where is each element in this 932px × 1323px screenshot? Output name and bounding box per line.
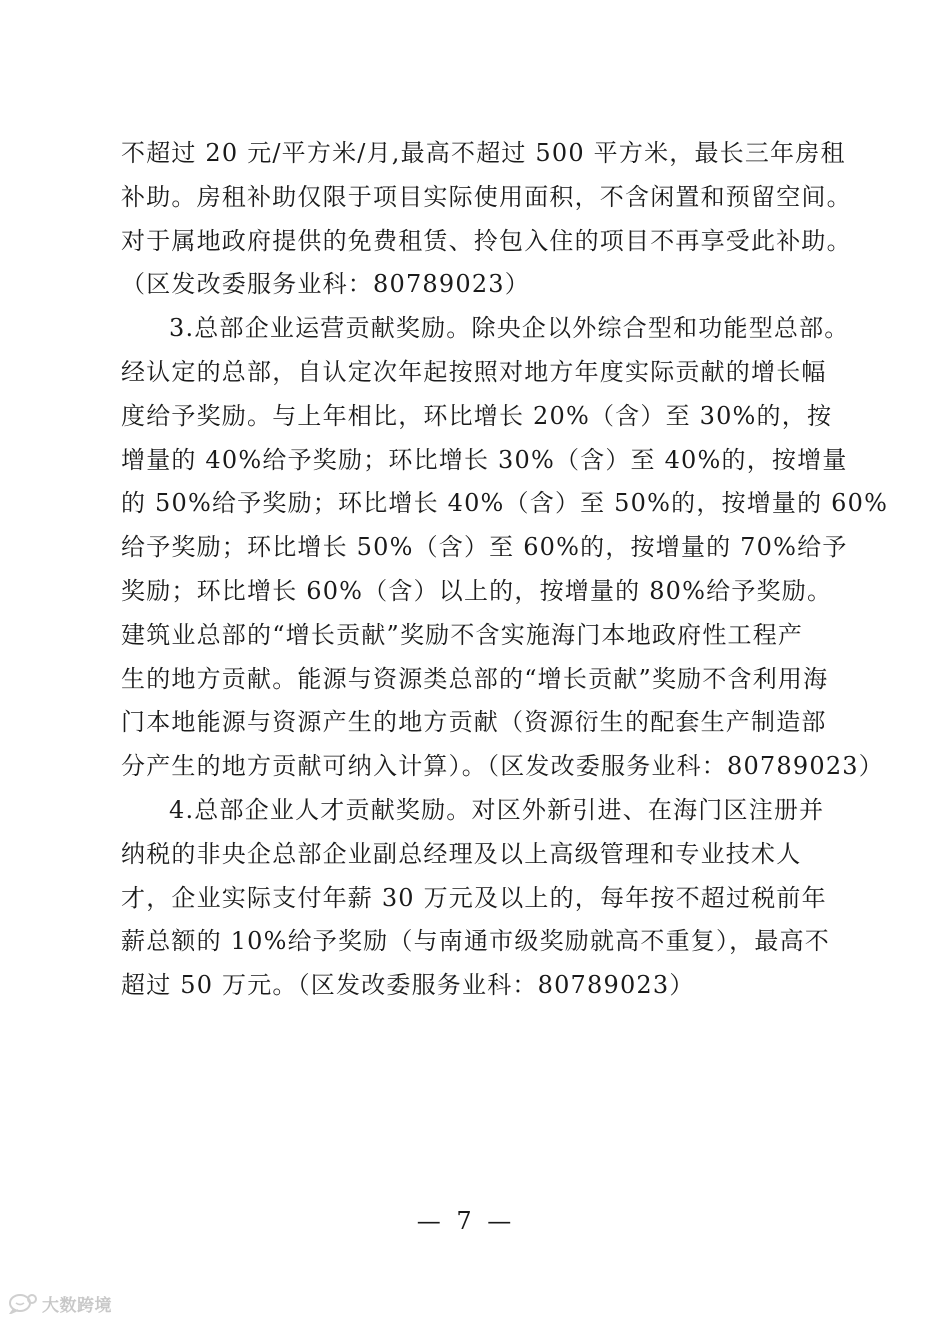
document-body: [121, 132, 889, 1008]
text-line: 不超过 20 元/平方米/月,最高不超过 500 平方米，最长三年房租: [121, 139, 846, 167]
text-line: 超过 50 万元。（区发改委服务业科：80789023）: [121, 971, 695, 1000]
page-number: — 7 —: [416, 1207, 516, 1235]
text-line: 补助。房租补助仅限于项目实际使用面积，不含闲置和预留空间。: [121, 182, 852, 211]
watermark-text: 大数跨境: [42, 1295, 112, 1316]
text-line: 薪总额的 10%给予奖励（与南通市级奖励就高不重复），最高不: [121, 927, 830, 956]
text-line: 给予奖励；环比增长 50%（含）至 60%的，按增量的 70%给予: [121, 533, 848, 562]
paragraph-heading-line: 3.总部企业运营贡献奖励。除央企以外综合型和功能型总部。: [169, 314, 850, 343]
text-line: 对于属地政府提供的免费租赁、拎包入住的项目不再享受此补助。: [121, 226, 852, 255]
watermark: [8, 1290, 112, 1316]
text-line: 才，企业实际支付年薪 30 万元及以上的，每年按不超过税前年: [121, 883, 827, 912]
text-line: 生的地方贡献。能源与资源类总部的“增长贡献”奖励不含利用海: [121, 664, 829, 693]
text-line: 建筑业总部的“增长贡献”奖励不含实施海门本地政府性工程产: [121, 620, 804, 649]
text-line: 门本地能源与资源产生的地方贡献（资源衍生的配套生产制造部: [121, 708, 827, 737]
text-line: 的 50%给予奖励；环比增长 40%（含）至 50%的，按增量的 60%: [121, 489, 889, 518]
text-line: 纳税的非央企总部企业副总经理及以上高级管理和专业技术人: [121, 839, 802, 868]
text-line: 增量的 40%给予奖励；环比增长 30%（含）至 40%的，按增量: [121, 445, 848, 474]
logo-bubble-icon: [8, 1292, 38, 1314]
text-line: （区发改委服务业科：80789023）: [121, 270, 530, 299]
text-line: 度给予奖励。与上年相比，环比增长 20%（含）至 30%的，按: [121, 401, 833, 430]
paragraph-heading-line: 4.总部企业人才贡献奖励。对区外新引进、在海门区注册并: [169, 795, 825, 824]
text-line: 经认定的总部，自认定次年起按照对地方年度实际贡献的增长幅: [121, 357, 827, 386]
text-line: 分产生的地方贡献可纳入计算）。（区发改委服务业科：80789023）: [121, 752, 884, 781]
text-line: 奖励；环比增长 60%（含）以上的，按增量的 80%给予奖励。: [121, 576, 833, 605]
